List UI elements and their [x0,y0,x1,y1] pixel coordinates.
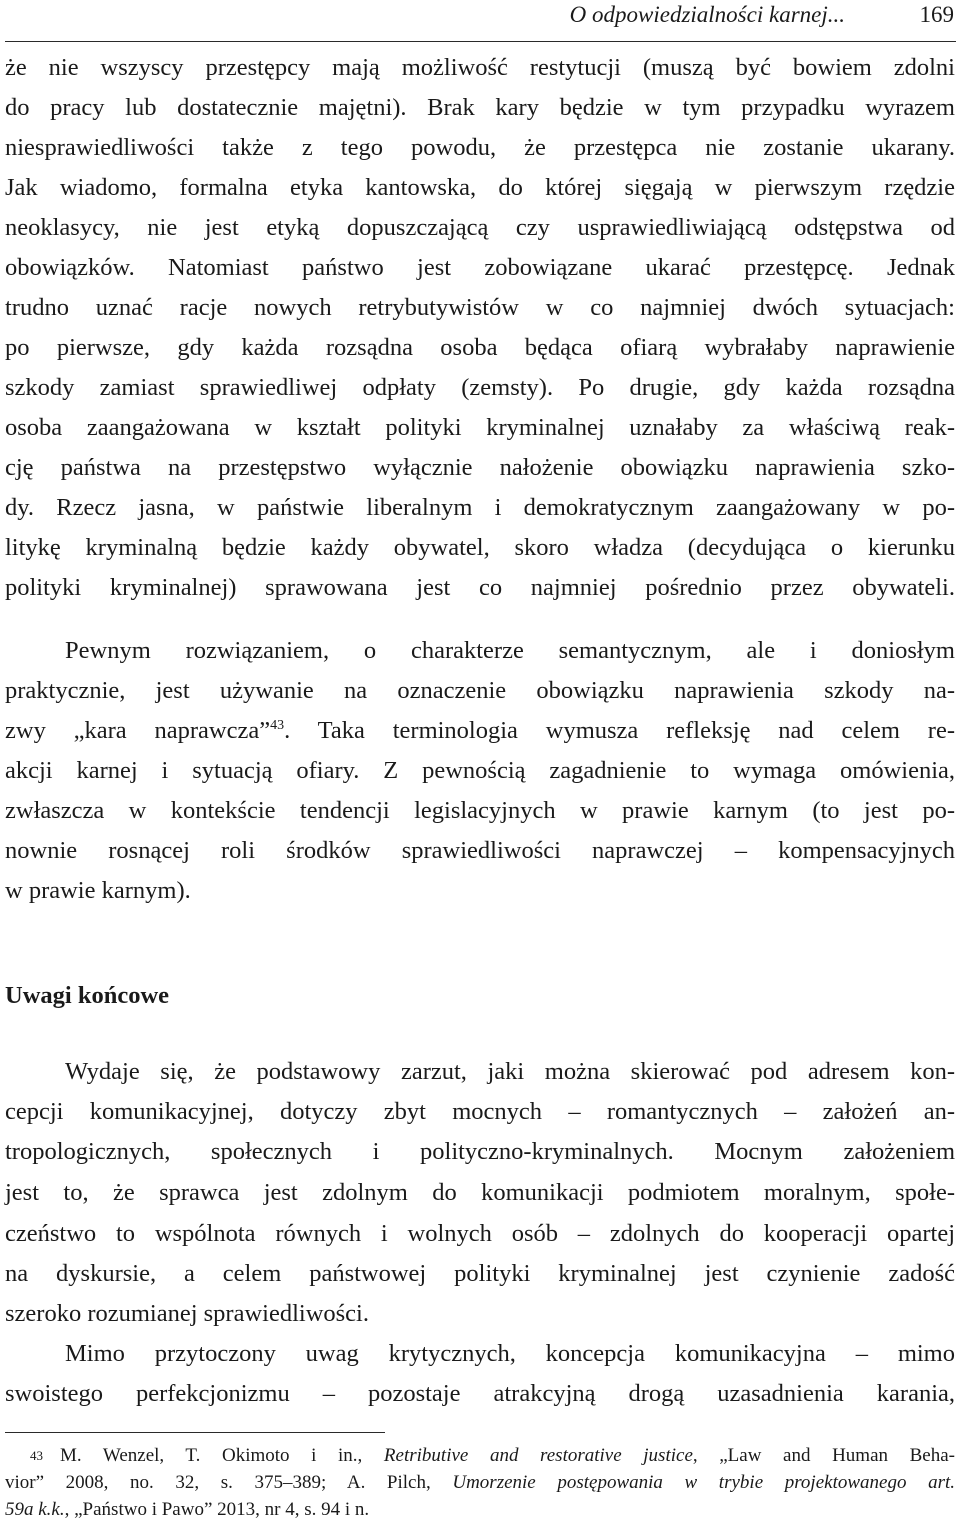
body-line: neoklasycy, nie jest etyką dopuszczającą czy usprawiedliwiającą odstępstwa od [5,214,955,241]
body-line-part: . Taka terminologia wymusza refleksję nad celem re- [284,717,955,744]
body-line: Jak wiadomo, formalna etyka kantowska, do której sięgają w pierwszym rzędzie [5,174,955,201]
footnote-text: , „Law and Human Beha- [692,1445,955,1466]
body-line: szkody zamiast sprawiedliwej odpłaty (zemsty). Po drugie, gdy każda rozsądna [5,374,955,401]
body-line-part: zwy „kara naprawcza” [5,717,271,744]
section-line: Mimo przytoczony uwag krytycznych, koncepcja komunikacyjna – mimo [65,1340,955,1367]
body-line-with-footnote-ref [5,711,955,751]
footnote-line [5,1469,955,1496]
body-line: niesprawiedliwości także z tego powodu, że przestępca nie zostanie ukarany. [5,134,955,161]
body-line: osoba zaangażowana w kształt polityki kryminalnej uznałaby za właściwą reak- [5,414,955,441]
body-line: że nie wszyscy przestępcy mają możliwość restytucji (muszą być bowiem zdolni [5,54,955,81]
footnote-title: Umorzenie postępowania w trybie projektowanego art. [452,1472,955,1493]
running-title: O odpowiedzialności karnej... [569,2,845,27]
body-line: polityki kryminalnej) sprawowana jest co najmniej pośrednio przez obywateli. [5,574,955,601]
section-heading: Uwagi końcowe [5,982,170,1009]
body-line: nownie rosnącej roli środków sprawiedliwości naprawczej – kompensacyjnych [5,837,955,864]
footnote-rule [5,1432,385,1433]
footnote-line [5,1496,955,1523]
footnote-title: 59a k.k. [5,1499,65,1520]
footnote-text: , „Państwo i Pawo” 2013, nr 4, s. 94 i n. [64,1499,370,1520]
page-header [0,0,960,44]
section-line: tropologicznych, społecznych i polityczno-kryminalnych. Mocnym założeniem [5,1138,955,1165]
body-line: cję państwa na przestępstwo wyłącznie nałożenie obowiązku naprawienia szko- [5,454,955,481]
footnote-line [60,1442,955,1469]
body-line: akcji karnej i sytuacją ofiary. Z pewnością zagadnienie to wymaga omówienia, [5,757,955,784]
section-line: czeństwo to wspólnota równych i wolnych osób – zdolnych do kooperacji opartej [5,1220,955,1247]
body-line: Pewnym rozwiązaniem, o charakterze semantycznym, ale i doniosłym [65,637,955,664]
body-line: dy. Rzecz jasna, w państwie liberalnym i demokratycznym zaangażowany w po- [5,494,955,521]
body-line: w prawie karnym). [5,877,191,904]
body-line: litykę kryminalną będzie każdy obywatel, skoro władza (decydująca o kierunku [5,534,955,561]
body-line: obowiązków. Natomiast państwo jest zobowiązane ukarać przestępcę. Jednak [5,254,955,281]
body-line: praktycznie, jest używanie na oznaczenie obowiązku naprawienia szkody na- [5,677,955,704]
section-line: szeroko rozumianej sprawiedliwości. [5,1300,369,1327]
section-line: swoistego perfekcjonizmu – pozostaje atrakcyjną drogą uzasadnienia karania, [5,1380,955,1407]
footnote-text: vior” 2008, no. 32, s. 375–389; A. Pilch, [5,1472,453,1493]
footnote-text: M. Wenzel, T. Okimoto i in., [60,1445,384,1466]
body-line: trudno uznać racje nowych retrybutywistów w co najmniej dwóch sytuacjach: [5,294,955,321]
body-line: do pracy lub dostatecznie majętni). Brak kary będzie w tym przypadku wyrazem [5,94,955,121]
section-line: Wydaje się, że podstawowy zarzut, jaki można skierować pod adresem kon- [65,1058,955,1085]
footnote-ref[interactable]: 43 [270,718,285,733]
section-line: jest to, że sprawca jest zdolnym do komunikacji podmiotem moralnym, społe- [5,1179,955,1206]
body-line: po pierwsze, gdy każda rozsądna osoba będąca ofiarą wybrałaby naprawienie [5,334,955,361]
section-line: cepcji komunikacyjnej, dotyczy zbyt mocnych – romantycznych – założeń an- [5,1098,955,1125]
section-line: na dyskursie, a celem państwowej polityki kryminalnej jest czynienie zadość [5,1260,955,1287]
footnote-number: 43 [30,1448,43,1463]
body-line: zwłaszcza w kontekście tendencji legislacyjnych w prawie karnym (to jest po- [5,797,955,824]
footnote-title: Retributive and restorative justice [383,1445,693,1466]
header-rule [5,41,956,42]
page-number: 169 [919,2,954,27]
